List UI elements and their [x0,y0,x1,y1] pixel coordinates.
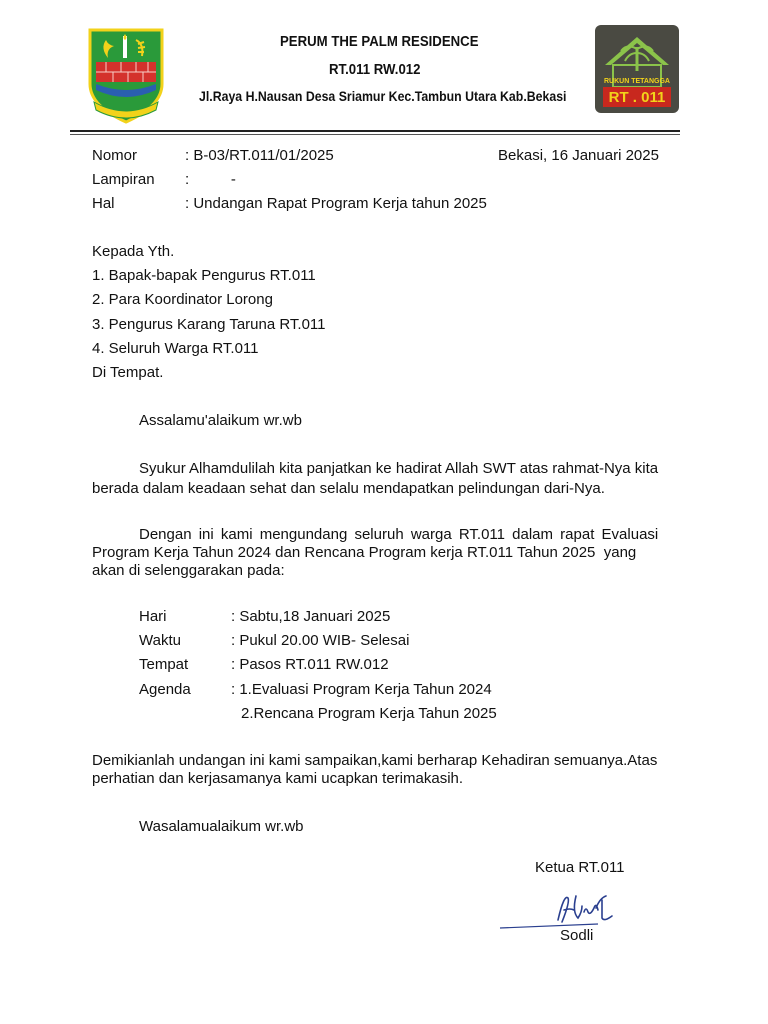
recipient-item: 1. Bapak-bapak Pengurus RT.011 [92,267,316,284]
letterhead-address: Jl.Raya H.Nausan Desa Sriamur Kec.Tambun Utara Kab.Bekasi [199,88,567,104]
left-logo [86,26,166,126]
agenda-item: 2.Rencana Program Kerja Tahun 2025 [241,705,497,722]
closing-paragraph-line1: Demikianlah undangan ini kami sampaikan,kami berharap Kehadiran semuanya.Atas [92,752,658,769]
waktu-label: Waktu [139,632,181,649]
place-date: Bekasi, 16 Januari 2025 [498,147,659,164]
rt-rw-label: RT.011 RW.012 [329,61,421,78]
header-divider [70,130,680,132]
agenda-label: Agenda [139,681,191,698]
org-name: PERUM THE PALM RESIDENCE [280,33,479,50]
signatory-name: Sodli [560,927,594,944]
hari-label: Hari [139,608,167,625]
closing-paragraph-line2: perhatian dan kerjasamanya kami ucapkan terimakasih. [92,770,464,787]
nomor-label: Nomor [92,147,138,164]
right-logo-top-text: RUKUN TETANGGA [604,78,670,85]
right-logo-badge: RT . 011 [608,89,666,106]
signatory-position: Ketua RT.011 [535,859,625,876]
lampiran-value: : - [185,171,236,188]
recipient-item: 2. Para Koordinator Lorong [92,291,273,308]
bekasi-regency-crest-icon [86,26,166,126]
paragraph-invitation-line1: Dengan ini kami mengundang seluruh warga RT.011 dalam rapat Evaluasi [139,526,659,543]
paragraph-invitation-line3: akan di selenggarakan pada: [92,562,285,579]
closing-salam: Wasalamualaikum wr.wb [139,818,304,835]
hal-value: : Undangan Rapat Program Kerja tahun 2025 [185,195,487,212]
nomor-value: : B-03/RT.011/01/2025 [185,147,334,164]
hal-label: Hal [92,195,115,212]
paragraph-invitation-line2: Program Kerja Tahun 2024 dan Rencana Program kerja RT.011 Tahun 2025 yang [92,544,637,561]
paragraph-gratitude-line2: berada dalam keadaan sehat dan selalu mendapatkan pelindungan dari-Nya. [92,480,605,497]
recipient-place: Di Tempat. [92,364,164,381]
tempat-label: Tempat [139,656,189,673]
tempat-value: : Pasos RT.011 RW.012 [231,656,389,673]
recipient-item: 3. Pengurus Karang Taruna RT.011 [92,316,326,333]
recipient-item: 4. Seluruh Warga RT.011 [92,340,259,357]
lampiran-label: Lampiran [92,171,155,188]
recipient-greeting: Kepada Yth. [92,243,175,260]
header-divider-thin [70,134,680,135]
agenda-item: : 1.Evaluasi Program Kerja Tahun 2024 [231,681,492,698]
paragraph-gratitude-line1: Syukur Alhamdulilah kita panjatkan ke hadirat Allah SWT atas rahmat-Nya kita [139,460,659,477]
waktu-value: : Pukul 20.00 WIB- Selesai [231,632,410,649]
opening-salam: Assalamu'alaikum wr.wb [139,412,302,429]
hari-value: : Sabtu,18 Januari 2025 [231,608,391,625]
